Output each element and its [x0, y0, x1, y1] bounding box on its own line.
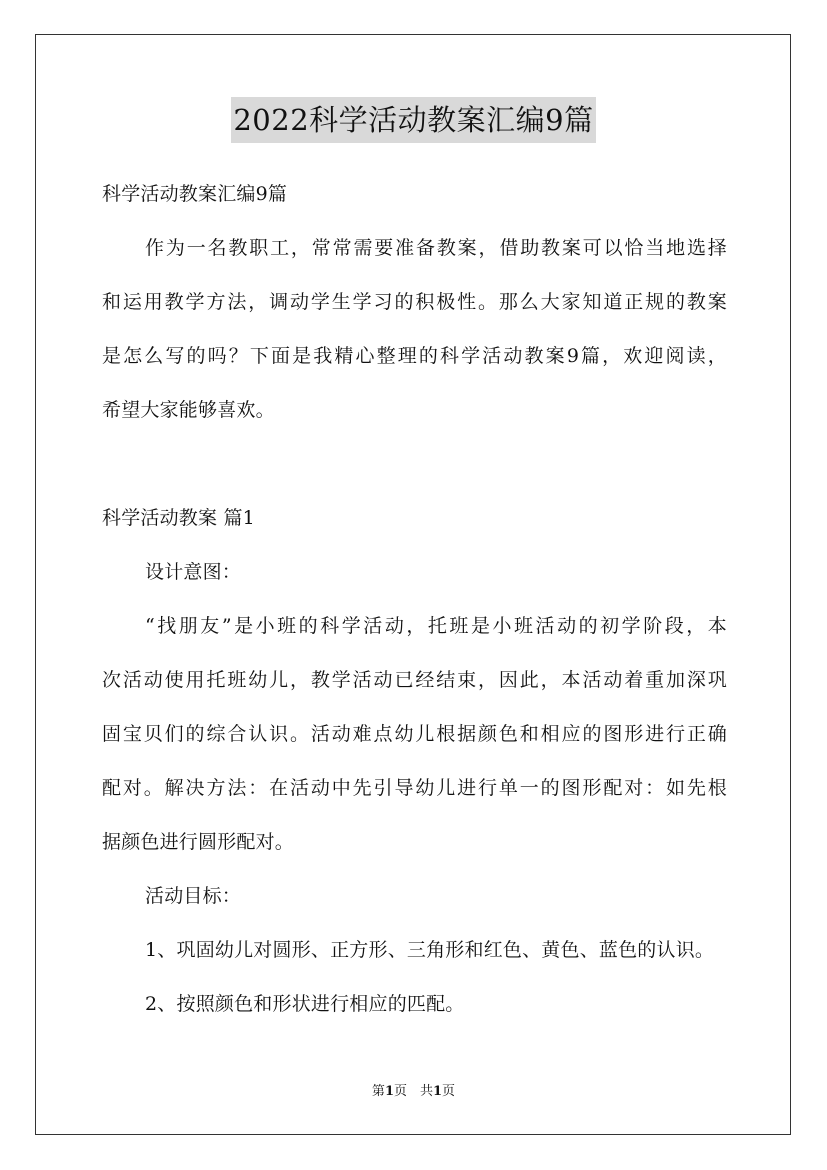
design-line-4: 配对。解决方法：在活动中先引导幼儿进行单一的图形配对：如先根 [102, 777, 727, 799]
document-subtitle: 科学活动教案汇编9篇 [102, 183, 288, 205]
design-line-2: 次活动使用托班幼儿，教学活动已经结束，因此，本活动着重加深巩 [102, 669, 727, 691]
document-title: 2022科学活动教案汇编9篇 [231, 97, 595, 143]
intro-line-2: 和运用教学方法，调动学生学习的积极性。那么大家知道正规的教案 [102, 291, 727, 313]
design-line-1: “找朋友”是小班的科学活动，托班是小班活动的初学阶段，本 [145, 615, 727, 637]
intro-line-3: 是怎么写的吗？下面是我精心整理的科学活动教案9篇，欢迎阅读， [102, 345, 727, 367]
footer-suffix: 页 [442, 1084, 456, 1099]
design-heading: 设计意图： [145, 561, 242, 583]
design-line-3: 固宝贝们的综合认识。活动难点幼儿根据颜色和相应的图形进行正确 [102, 723, 727, 745]
intro-line-4: 希望大家能够喜欢。 [102, 399, 275, 421]
design-line-5: 据颜色进行圆形配对。 [102, 831, 295, 853]
footer-mid: 页 共 [393, 1084, 433, 1099]
section-heading: 科学活动教案 篇1 [102, 507, 255, 529]
goal-item-2: 2、按照颜色和形状进行相应的匹配。 [145, 993, 465, 1015]
goal-item-1: 1、巩固幼儿对圆形、正方形、三角形和红色、黄色、蓝色的认识。 [145, 939, 715, 961]
footer-total-pages: 1 [433, 1084, 443, 1099]
intro-line-1: 作为一名教职工，常常需要准备教案，借助教案可以恰当地选择 [145, 237, 727, 259]
footer-prefix: 第 [371, 1084, 385, 1099]
goals-heading: 活动目标： [145, 885, 242, 907]
page-footer [0, 1083, 827, 1101]
title-container [0, 97, 827, 143]
footer-page-number: 1 [384, 1084, 394, 1099]
